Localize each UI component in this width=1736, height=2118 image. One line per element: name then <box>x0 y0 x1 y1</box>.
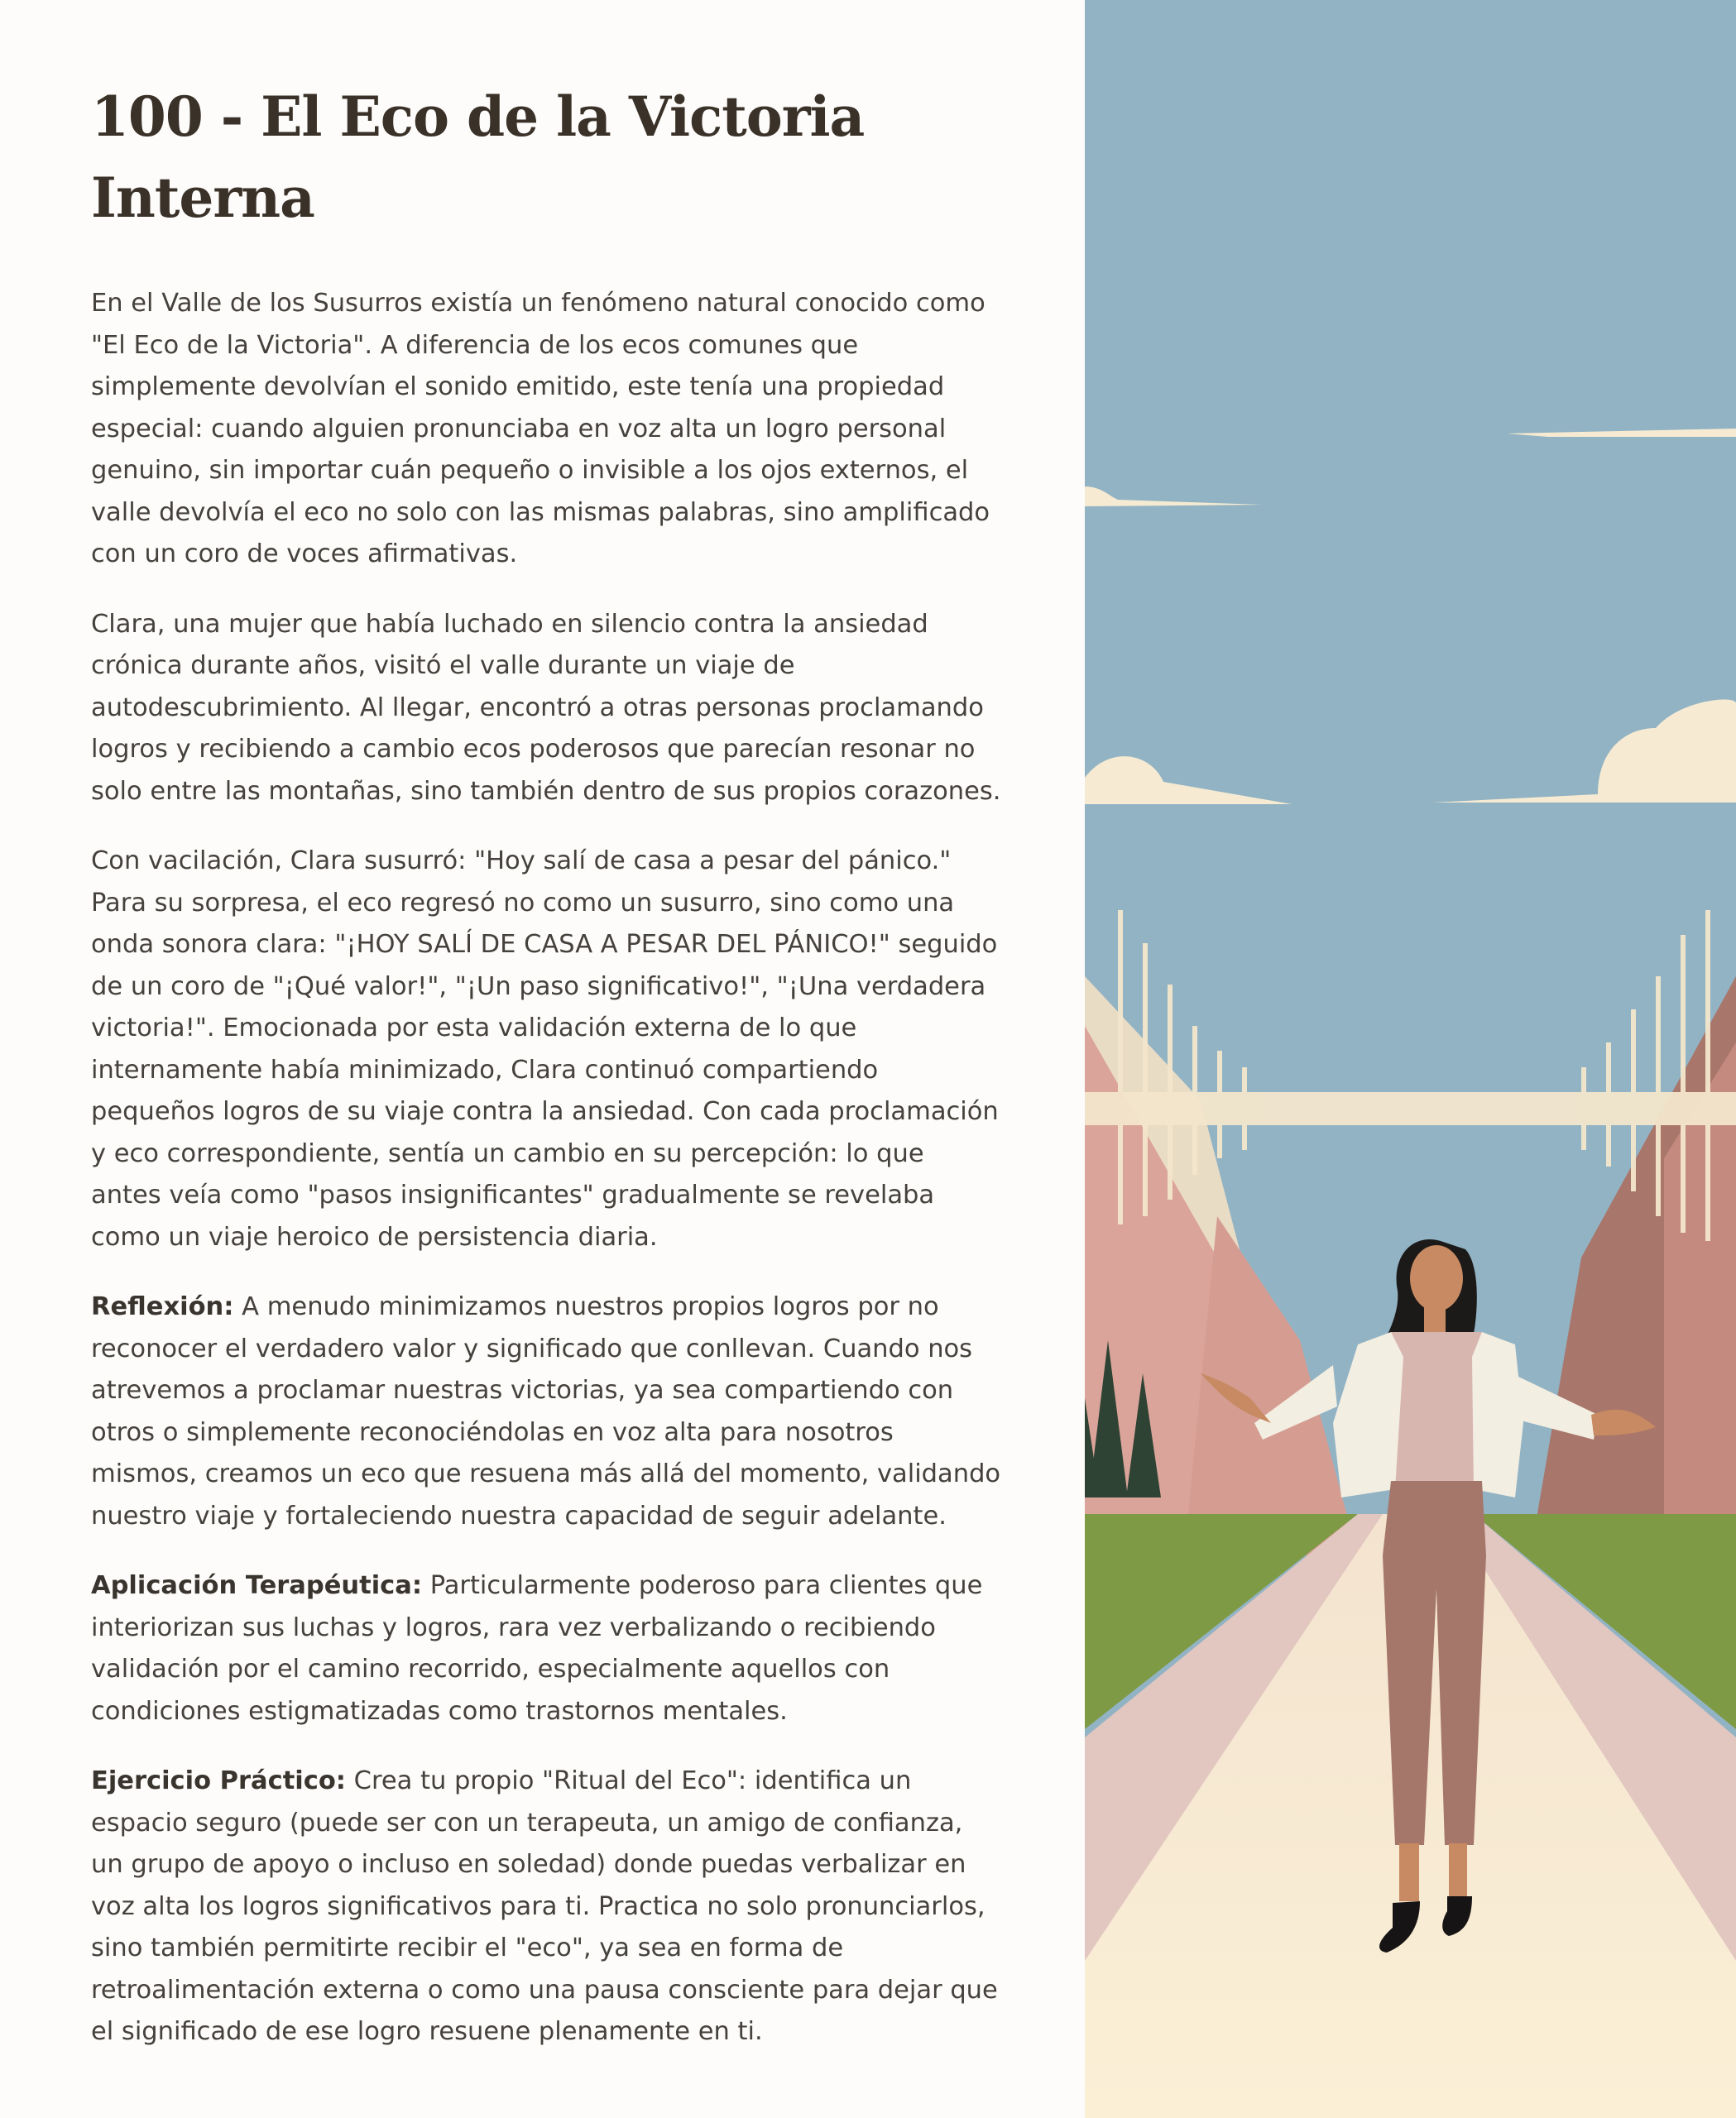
therapeutic-section <box>91 1565 1001 1732</box>
exercise-text: Crea tu propio "Ritual del Eco": identifica un espacio seguro (puede ser con un terapeuta, un amigo de confianza, un grupo de apoyo o incluso en soledad) donde puedas verbalizar en voz alta los logros significativos para ti. Practica no solo pronunciarlos, sino también permitirte recibir el "eco", ya sea en forma de retroalimentación externa o como una pausa consciente para dejar que el significado de ese logro resuene plenamente en ti. <box>91 1766 998 2046</box>
article <box>91 76 1001 2082</box>
page-title: 100 - El Eco de la Victoria Interna <box>91 84 865 230</box>
valley-scene <box>1085 0 1736 2118</box>
therapeutic-text: Particularmente poderoso para clientes que interiorizan sus luchas y logros, rara vez verbalizando o recibiendo validación por el camino recorrido, especialmente aquellos con condiciones estigmatizadas como trastornos mentales. <box>91 1571 983 1726</box>
exercise-section <box>91 1761 1001 2053</box>
story-paragraph-1: En el Valle de los Susurros existía un fenómeno natural conocido como "El Eco de la Victoria". A diferencia de los ecos comunes que simplemente devolvían el sonido emitido, este tenía una propiedad especial: cuando alguien pronunciaba en voz alta un logro personal genuino, sin importar cuán pequeño o invisible a los ojos externos, el valle devolvía el eco no solo con las mismas palabras, sino amplificado con un coro de voces afirmativas. <box>91 289 990 568</box>
reflection-section <box>91 1287 1001 1537</box>
valley-illustration <box>1085 0 1736 2118</box>
therapeutic-label: Aplicación Terapéutica: <box>91 1571 423 1600</box>
exercise-label: Ejercicio Práctico: <box>91 1766 346 1795</box>
story-paragraph-2: Clara, una mujer que había luchado en silencio contra la ansiedad crónica durante años, visitó el valle durante un viaje de autodescubrimiento. Al llegar, encontró a otras personas proclamando logros y recibiendo a cambio ecos poderosos que parecían resonar no solo entre las montañas, sino también dentro de sus propios corazones. <box>91 609 1001 806</box>
reflection-text: A menudo minimizamos nuestros propios logros por no reconocer el verdadero valor y significado que conllevan. Cuando nos atrevemos a proclamar nuestras victorias, ya sea compartiendo con otros o simplemente reconociéndolas en voz alta para nosotros mismos, creamos un eco que resuena más allá del momento, validando nuestro viaje y fortaleciendo nuestra capacidad de seguir adelante. <box>91 1292 1001 1531</box>
reflection-label: Reflexión: <box>91 1292 234 1321</box>
story-paragraph-3: Con vacilación, Clara susurró: "Hoy salí de casa a pesar del pánico." Para su sorpresa, el eco regresó no como un susurro, sino como una onda sonora clara: "¡HOY SALÍ DE CASA A PESAR DEL PÁNICO!" seguido de un coro de "¡Qué valor!", "¡Un paso significativo!", "¡Una verdadera victoria!". Emocionada por esta validación externa de lo que internamente había minimizado, Clara continuó compartiendo pequeños logros de su viaje contra la ansiedad. Con cada proclamación y eco correspondiente, sentía un cambio en su percepción: lo que antes veía como "pasos insignificantes" gradualmente se revelaba como un viaje heroico de persistencia diaria. <box>91 846 999 1252</box>
